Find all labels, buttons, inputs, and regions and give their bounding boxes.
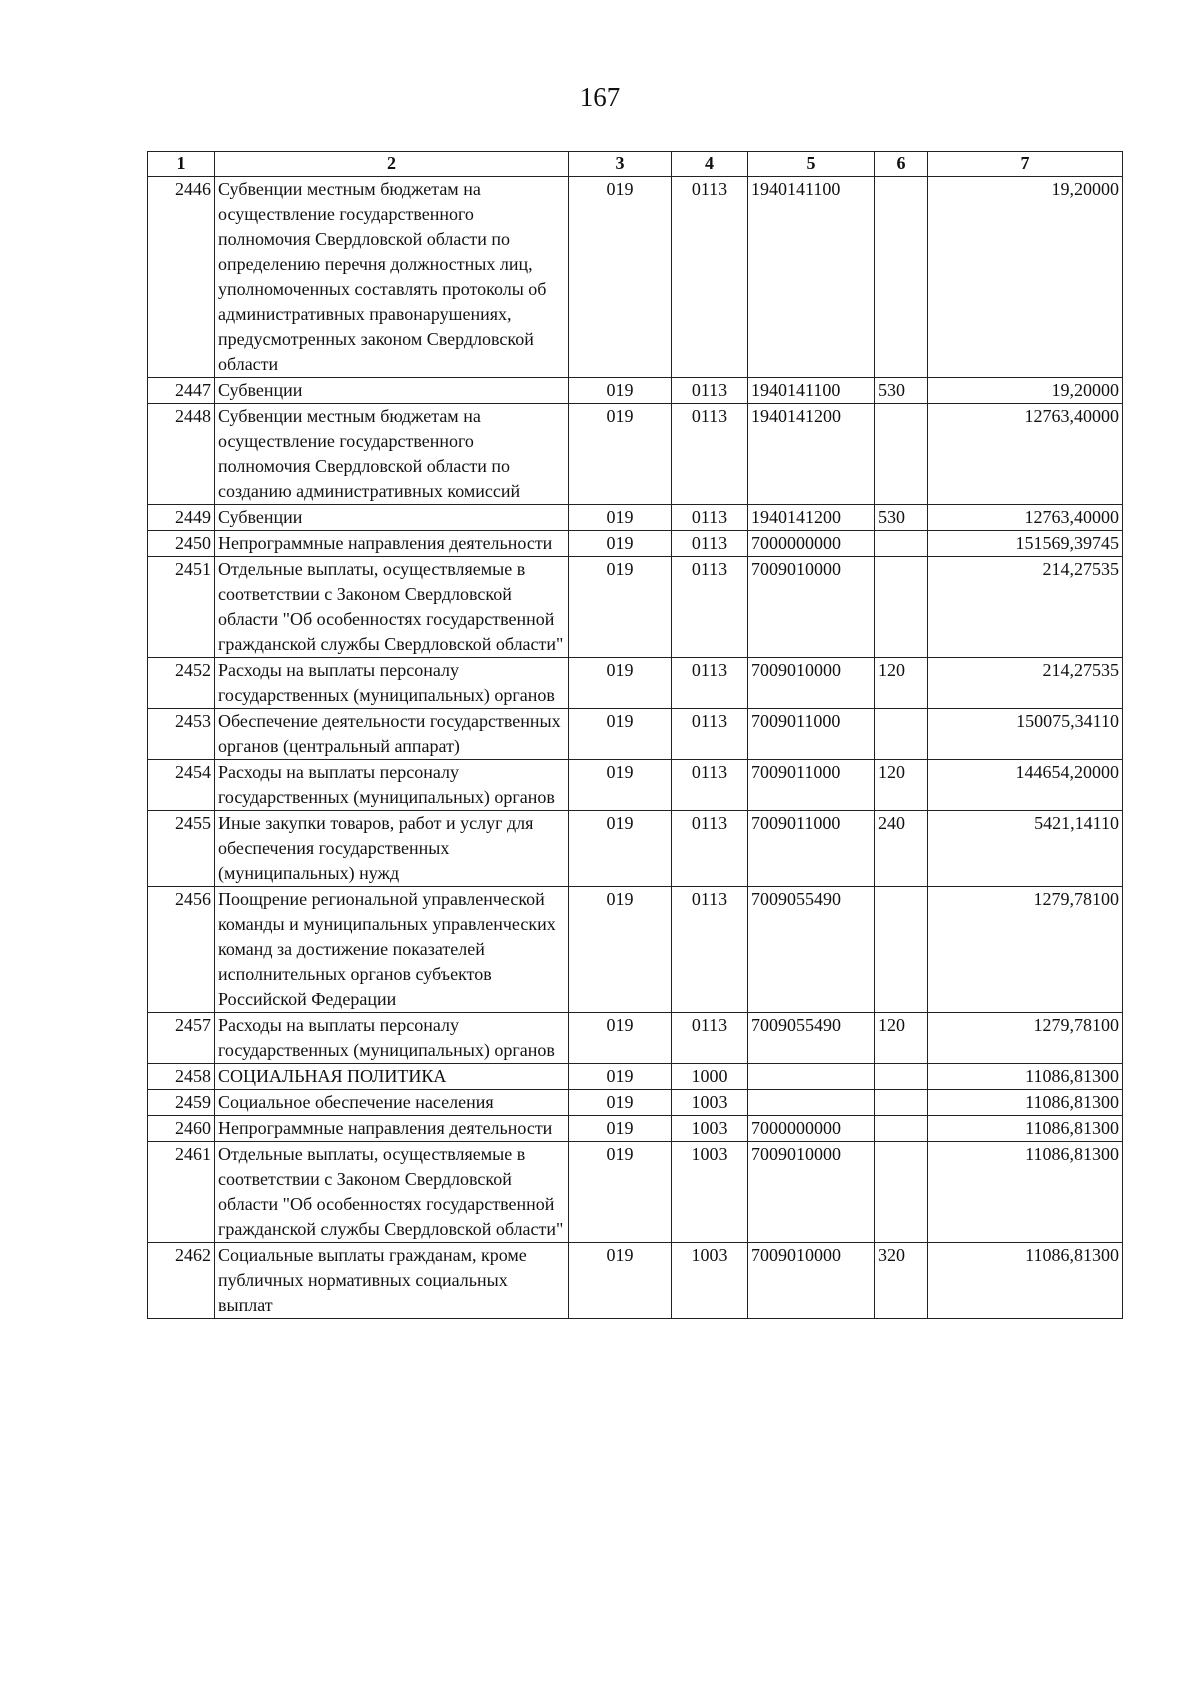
header-cell: 6	[875, 152, 928, 177]
amount: 19,20000	[928, 177, 1123, 378]
table-row	[148, 1064, 1123, 1090]
section-code: 0113	[672, 505, 748, 531]
amount: 12763,40000	[928, 505, 1123, 531]
admin-code: 019	[569, 1090, 672, 1116]
row-number: 2448	[148, 404, 215, 505]
table-row	[148, 1116, 1123, 1142]
target-code: 7009055490	[748, 1013, 875, 1064]
table-row	[148, 378, 1123, 404]
admin-code: 019	[569, 531, 672, 557]
amount: 5421,14110	[928, 811, 1123, 887]
expense-name: СОЦИАЛЬНАЯ ПОЛИТИКА	[215, 1064, 569, 1090]
row-number: 2460	[148, 1116, 215, 1142]
row-number: 2453	[148, 709, 215, 760]
table-row	[148, 1013, 1123, 1064]
admin-code: 019	[569, 887, 672, 1013]
target-code: 7009010000	[748, 557, 875, 658]
expense-name: Субвенции	[215, 378, 569, 404]
expense-name: Социальные выплаты гражданам, кроме публичных нормативных социальных выплат	[215, 1243, 569, 1319]
target-code	[748, 1090, 875, 1116]
target-code: 1940141200	[748, 505, 875, 531]
target-code: 7000000000	[748, 531, 875, 557]
amount: 19,20000	[928, 378, 1123, 404]
section-code: 1003	[672, 1243, 748, 1319]
target-code: 7009010000	[748, 658, 875, 709]
target-code	[748, 1064, 875, 1090]
expense-name: Непрограммные направления деятельности	[215, 1116, 569, 1142]
expense-type-code: 120	[875, 658, 928, 709]
table-row	[148, 1090, 1123, 1116]
section-code: 1003	[672, 1090, 748, 1116]
amount: 150075,34110	[928, 709, 1123, 760]
row-number: 2458	[148, 1064, 215, 1090]
expense-name: Расходы на выплаты персоналу государственных (муниципальных) органов	[215, 1013, 569, 1064]
header-cell: 2	[215, 152, 569, 177]
admin-code: 019	[569, 1142, 672, 1243]
expense-type-code: 320	[875, 1243, 928, 1319]
expense-type-code	[875, 887, 928, 1013]
admin-code: 019	[569, 1013, 672, 1064]
expense-name: Отдельные выплаты, осуществляемые в соответствии с Законом Свердловской области "Об особенностях государственной гражданской службы Свердловской области"	[215, 557, 569, 658]
admin-code: 019	[569, 709, 672, 760]
admin-code: 019	[569, 177, 672, 378]
section-code: 0113	[672, 531, 748, 557]
section-code: 1000	[672, 1064, 748, 1090]
table-row	[148, 811, 1123, 887]
expense-name: Социальное обеспечение населения	[215, 1090, 569, 1116]
amount: 12763,40000	[928, 404, 1123, 505]
expense-name: Субвенции местным бюджетам на осуществление государственного полномочия Свердловской области по определению перечня должностных лиц, уполномоченных составлять протоколы об административных правонарушениях, предусмотренных законом Свердловской области	[215, 177, 569, 378]
expense-type-code	[875, 709, 928, 760]
expense-name: Субвенции местным бюджетам на осуществление государственного полномочия Свердловской области по созданию административных комиссий	[215, 404, 569, 505]
expense-type-code	[875, 404, 928, 505]
expense-type-code	[875, 1090, 928, 1116]
row-number: 2452	[148, 658, 215, 709]
row-number: 2451	[148, 557, 215, 658]
amount: 1279,78100	[928, 887, 1123, 1013]
expense-type-code	[875, 1064, 928, 1090]
admin-code: 019	[569, 1064, 672, 1090]
table-row	[148, 177, 1123, 378]
expense-name: Непрограммные направления деятельности	[215, 531, 569, 557]
amount: 1279,78100	[928, 1013, 1123, 1064]
target-code: 7009010000	[748, 1142, 875, 1243]
admin-code: 019	[569, 404, 672, 505]
admin-code: 019	[569, 1116, 672, 1142]
expense-name: Расходы на выплаты персоналу государственных (муниципальных) органов	[215, 760, 569, 811]
section-code: 1003	[672, 1116, 748, 1142]
target-code: 7009010000	[748, 1243, 875, 1319]
amount: 214,27535	[928, 658, 1123, 709]
table-row	[148, 557, 1123, 658]
row-number: 2455	[148, 811, 215, 887]
target-code: 7009055490	[748, 887, 875, 1013]
expense-name: Субвенции	[215, 505, 569, 531]
amount: 214,27535	[928, 557, 1123, 658]
target-code: 1940141100	[748, 177, 875, 378]
amount: 11086,81300	[928, 1090, 1123, 1116]
admin-code: 019	[569, 1243, 672, 1319]
expense-type-code	[875, 557, 928, 658]
header-cell: 7	[928, 152, 1123, 177]
row-number: 2446	[148, 177, 215, 378]
target-code: 1940141100	[748, 378, 875, 404]
section-code: 0113	[672, 811, 748, 887]
header-row	[148, 152, 1123, 177]
expense-name: Отдельные выплаты, осуществляемые в соответствии с Законом Свердловской области "Об особенностях государственной гражданской службы Свердловской области"	[215, 1142, 569, 1243]
section-code: 0113	[672, 1013, 748, 1064]
admin-code: 019	[569, 658, 672, 709]
admin-code: 019	[569, 378, 672, 404]
expense-type-code: 120	[875, 760, 928, 811]
expense-name: Иные закупки товаров, работ и услуг для обеспечения государственных (муниципальных) нужд	[215, 811, 569, 887]
table-row	[148, 531, 1123, 557]
target-code: 7009011000	[748, 760, 875, 811]
amount: 151569,39745	[928, 531, 1123, 557]
table-body	[148, 177, 1123, 1319]
target-code: 1940141200	[748, 404, 875, 505]
page-number: 167	[579, 82, 621, 112]
section-code: 0113	[672, 709, 748, 760]
expense-name: Обеспечение деятельности государственных органов (центральный аппарат)	[215, 709, 569, 760]
section-code: 1003	[672, 1142, 748, 1243]
budget-table	[147, 151, 1123, 1319]
header-cell: 3	[569, 152, 672, 177]
table-row	[148, 709, 1123, 760]
table-row	[148, 887, 1123, 1013]
target-code: 7009011000	[748, 811, 875, 887]
header-cell: 1	[148, 152, 215, 177]
expense-type-code	[875, 1116, 928, 1142]
target-code: 7000000000	[748, 1116, 875, 1142]
section-code: 0113	[672, 887, 748, 1013]
expense-type-code	[875, 531, 928, 557]
amount: 144654,20000	[928, 760, 1123, 811]
expense-type-code	[875, 177, 928, 378]
section-code: 0113	[672, 658, 748, 709]
row-number: 2461	[148, 1142, 215, 1243]
row-number: 2459	[148, 1090, 215, 1116]
expense-type-code: 240	[875, 811, 928, 887]
admin-code: 019	[569, 505, 672, 531]
expense-name: Расходы на выплаты персоналу государственных (муниципальных) органов	[215, 658, 569, 709]
admin-code: 019	[569, 760, 672, 811]
expense-type-code	[875, 1142, 928, 1243]
expense-type-code: 530	[875, 505, 928, 531]
amount: 11086,81300	[928, 1243, 1123, 1319]
row-number: 2457	[148, 1013, 215, 1064]
row-number: 2462	[148, 1243, 215, 1319]
expense-name: Поощрение региональной управленческой команды и муниципальных управленческих команд за достижение показателей исполнительных органов субъектов Российской Федерации	[215, 887, 569, 1013]
expense-type-code: 530	[875, 378, 928, 404]
header-cell: 5	[748, 152, 875, 177]
table-row	[148, 505, 1123, 531]
section-code: 0113	[672, 378, 748, 404]
section-code: 0113	[672, 404, 748, 505]
admin-code: 019	[569, 557, 672, 658]
table-row	[148, 1142, 1123, 1243]
table-row	[148, 658, 1123, 709]
table-row	[148, 1243, 1123, 1319]
row-number: 2456	[148, 887, 215, 1013]
row-number: 2454	[148, 760, 215, 811]
table-row	[148, 760, 1123, 811]
section-code: 0113	[672, 760, 748, 811]
table-row	[148, 404, 1123, 505]
section-code: 0113	[672, 177, 748, 378]
target-code: 7009011000	[748, 709, 875, 760]
expense-type-code: 120	[875, 1013, 928, 1064]
row-number: 2449	[148, 505, 215, 531]
row-number: 2450	[148, 531, 215, 557]
header-cell: 4	[672, 152, 748, 177]
row-number: 2447	[148, 378, 215, 404]
section-code: 0113	[672, 557, 748, 658]
amount: 11086,81300	[928, 1142, 1123, 1243]
admin-code: 019	[569, 811, 672, 887]
amount: 11086,81300	[928, 1064, 1123, 1090]
amount: 11086,81300	[928, 1116, 1123, 1142]
